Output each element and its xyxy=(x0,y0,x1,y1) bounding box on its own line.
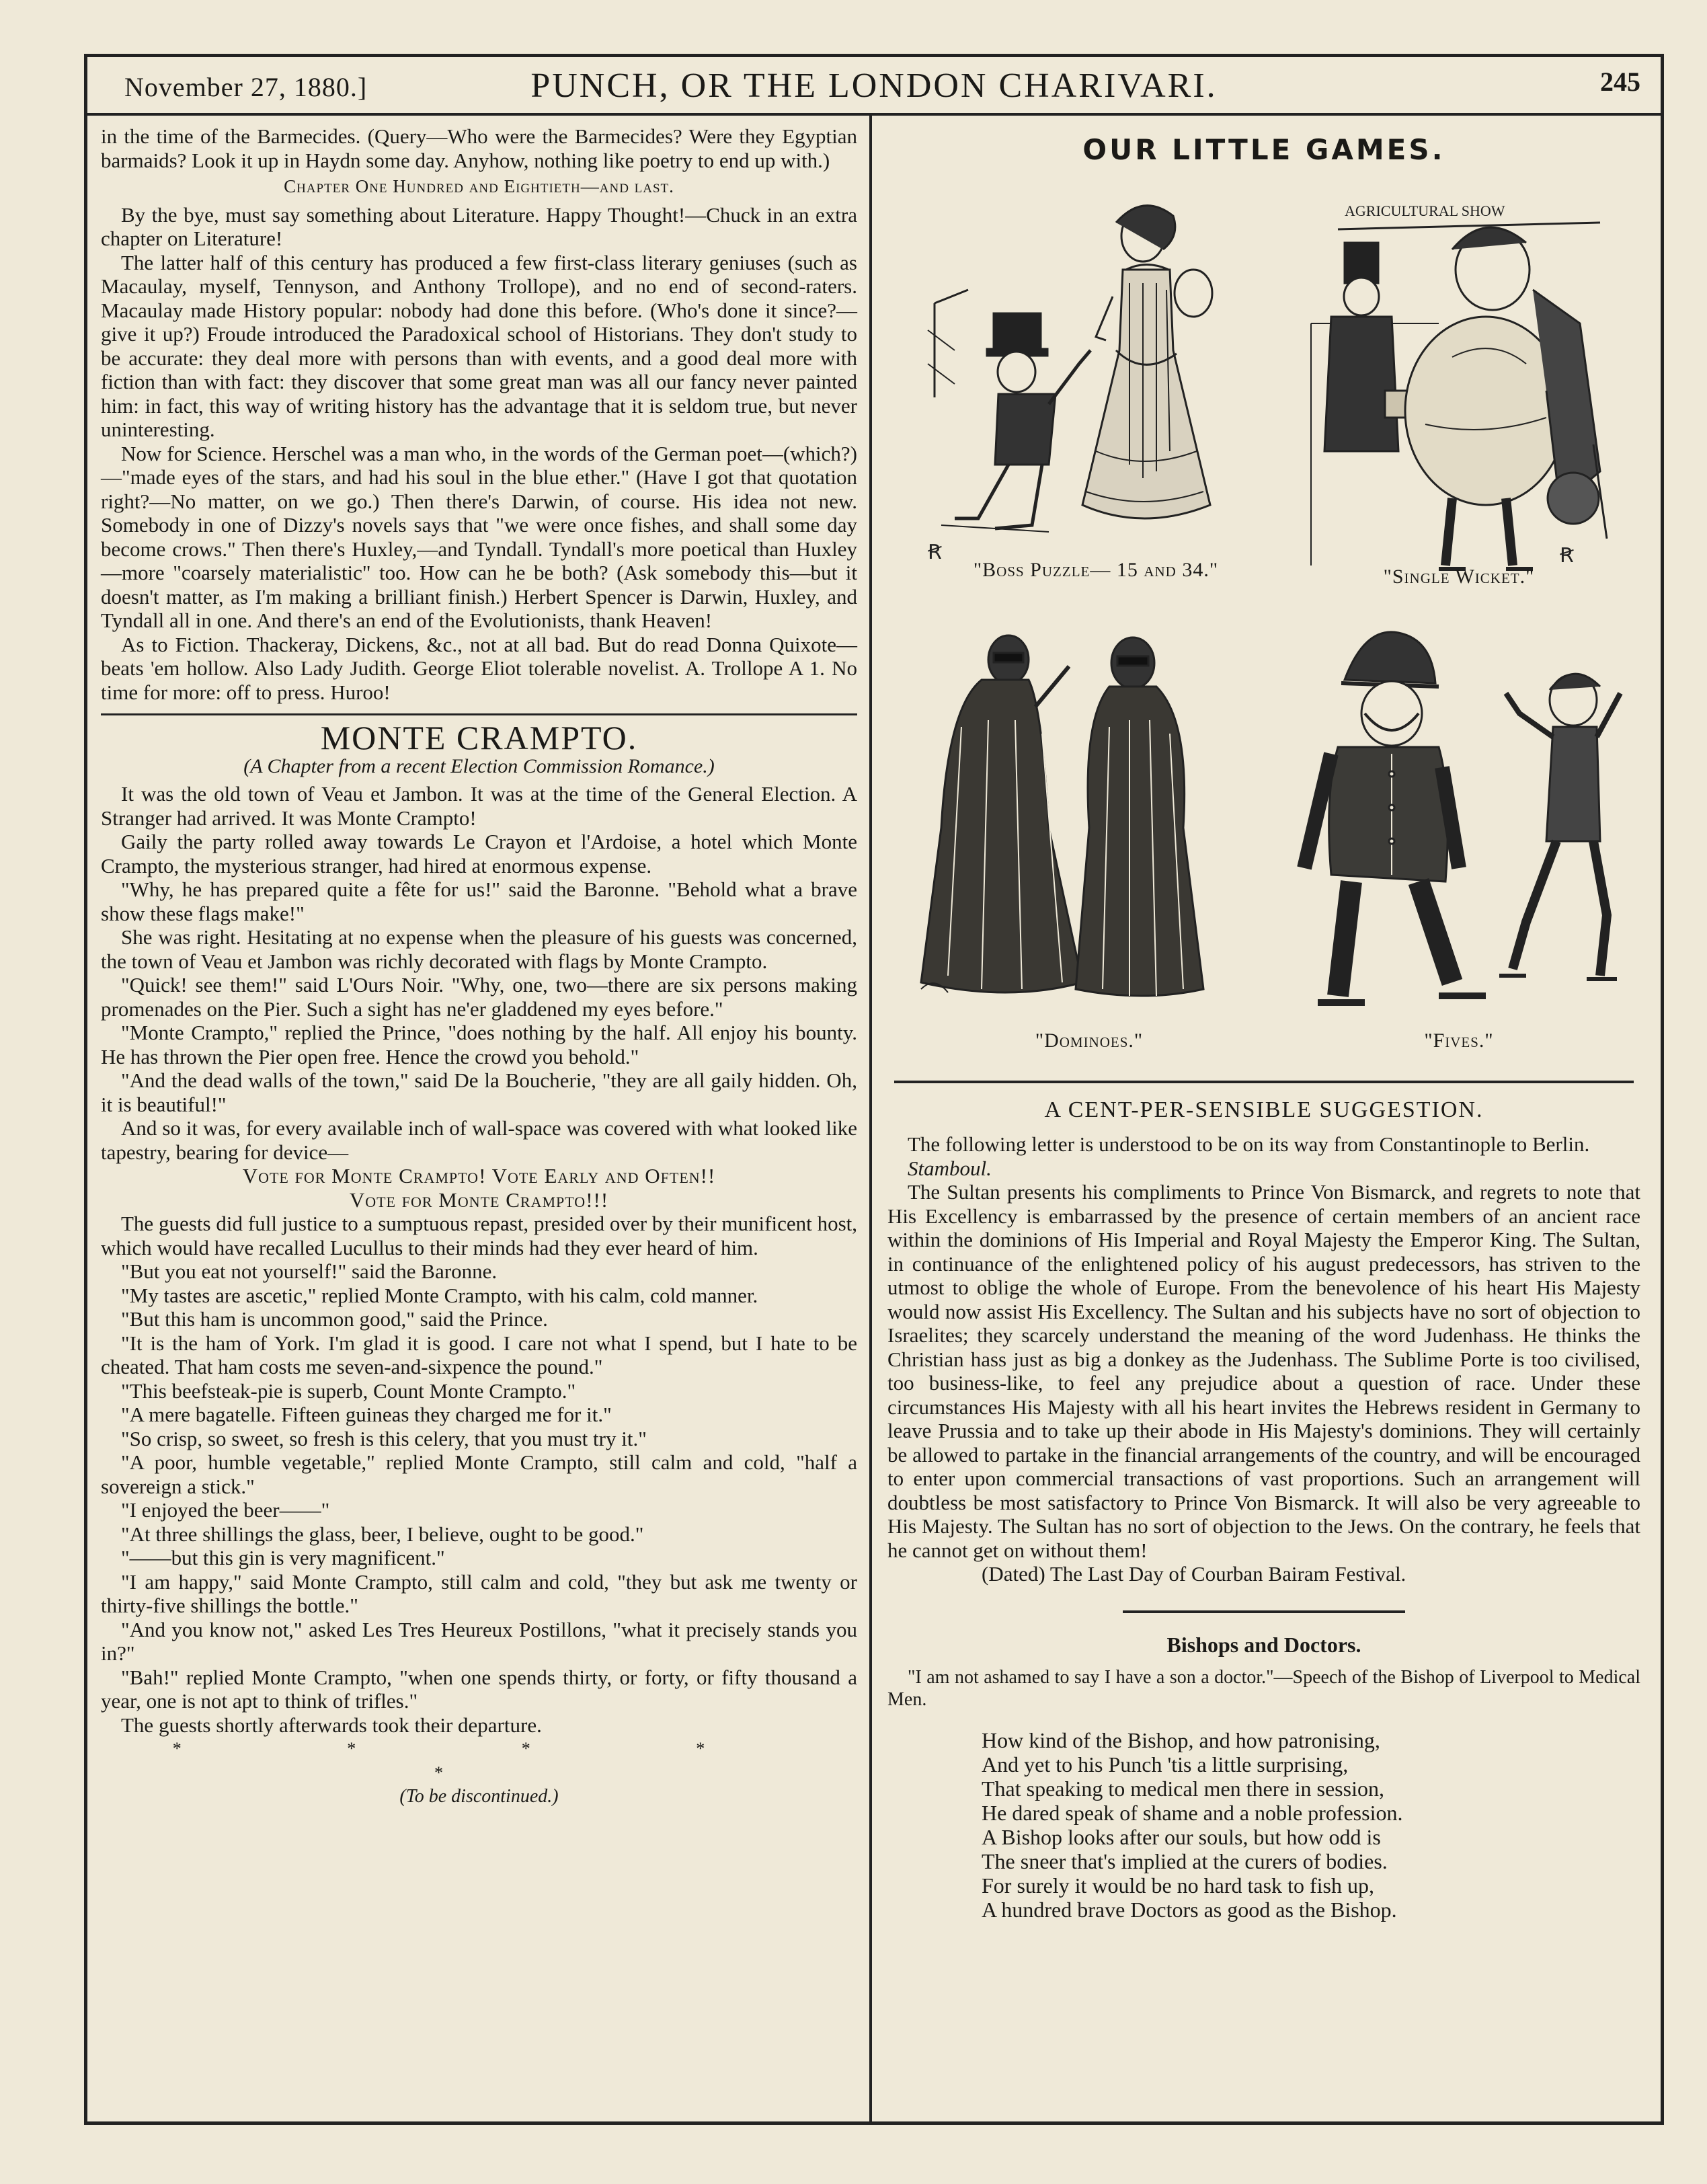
paragraph: By the bye, must say something about Literature. Happy Thought!—Chuck in an extra chapter on Literature! xyxy=(101,202,857,250)
paragraph: "Why, he has prepared quite a fête for us!" said the Baronne. "Behold what a brave show these flags make!" xyxy=(101,878,857,925)
right-column xyxy=(881,124,1647,1922)
paragraph: Gaily the party rolled away towards Le Crayon et l'Ardoise, a hotel which Monte Crampto, the mysterious stranger, had hired at enormous expense. xyxy=(101,830,857,878)
cartoon-caption: "Boss Puzzle— 15 and 34." xyxy=(973,558,1219,581)
epigraph: "I am not ashamed to say I have a son a doctor."—Speech of the Bishop of Liverpool to Medical Men. xyxy=(887,1667,1640,1710)
poem-line: How kind of the Bishop, and how patronising, xyxy=(982,1728,1380,1752)
paragraph: And so it was, for every available inch of wall-space was covered with what looked like tapestry, bearing for device— xyxy=(101,1116,857,1164)
paragraph: "Monte Crampto," replied the Prince, "does nothing by the half. All enjoy his bounty. He has thrown the Pier open free. Hence the crowd you behold." xyxy=(101,1021,857,1068)
poem-line: The sneer that's implied at the curers of bodies. xyxy=(982,1849,1388,1873)
slogan-line: Vote for Monte Crampto!!! xyxy=(349,1187,609,1212)
issue-date: November 27, 1880.] xyxy=(124,72,368,102)
paragraph: The Sultan presents his compliments to Prince Von Bismarck, and regrets to note that His Excellency is embarrassed by the presence of certain members of an ancient race within the dominions of His Imperial and Royal Majesty the Emperor King. The Sultan, in continuance of the enlightened policy of his august predecessors, has striven to the utmost to oblige the whole of Europe. From the benevolence of his heart His Majesty would now assist His Excellency. The Sultan and his subjects have no sort of objection to Israelites; they scarcely understand the meaning of the word Judenhass. He thinks the Christian hass just as big a donkey as the Judenhass. The Sublime Porte is too civilised, too business-like, to feel any prejudice about a question of race. Under these circumstances His Majesty with all his heart invites the Hebrews resident in Germany to leave Prussia and to take up their abode in His Majesty's dominions. They will certainly be allowed to partake in the financial arrangements of the country, and will be encouraged to enter upon commercial transactions of vast proportions. Such an arrangement will doubtless be most satisfactory to Prince Von Bismarck. It will also be very agreeable to His Majesty. The Sultan has no sort of objection to the Jews. On the contrary, he feels that he cannot get on without them! xyxy=(887,1180,1640,1562)
asterism: * * * * * xyxy=(172,1739,786,1783)
running-header xyxy=(87,59,1661,113)
dateline: (Dated) The Last Day of Courban Bairam Festival. xyxy=(982,1562,1406,1586)
article-subtitle: (A Chapter from a recent Election Commission Romance.) xyxy=(243,754,715,777)
header-rule xyxy=(87,113,1661,116)
paragraph: She was right. Hesitating at no expense when the pleasure of his guests was concerned, the town of Veau et Jambon was richly decorated with flags by Monte Crampto. xyxy=(101,925,857,973)
svg-text:Ꞧ: Ꞧ xyxy=(928,541,942,563)
paragraph: "It is the ham of York. I'm glad it is good. I care not what I spend, but I hate to be cheated. That ham costs me seven-and-sixpence the pound." xyxy=(101,1331,857,1378)
slogan-line: Vote for Monte Crampto! Vote Early and Often!! xyxy=(242,1164,716,1187)
paragraph: "And the dead walls of the town," said De la Boucherie, "they are all gaily hidden. Oh, it is beautiful!" xyxy=(101,1068,857,1116)
paragraph: The following letter is understood to be on its way from Constantinople to Berlin. xyxy=(908,1132,1590,1156)
cartoon-caption: "Dominoes." xyxy=(1035,1029,1144,1052)
paragraph: "But you eat not yourself!" said the Baronne. xyxy=(121,1259,498,1283)
poem-line: A Bishop looks after our souls, but how odd is xyxy=(982,1825,1381,1849)
paragraph: The guests did full justice to a sumptuous repast, presided over by their munificent host, which would have recalled Lucullus to their minds had they ever heard of him. xyxy=(101,1212,857,1259)
short-rule xyxy=(1123,1610,1405,1613)
paragraph: "Bah!" replied Monte Crampto, "when one spends thirty, or forty, or fifty thousand a year, one is not apt to think of trifles." xyxy=(101,1665,857,1713)
paragraph: It was the old town of Veau et Jambon. It was at the time of the General Election. A Stranger had arrived. It was Monte Crampto! xyxy=(101,782,857,830)
dominoes-illustration xyxy=(908,626,1271,1016)
section-rule xyxy=(101,713,857,715)
paragraph: As to Fiction. Thackeray, Dickens, &c., not at all bad. But do read Donna Quixote—beats 'em hollow. Also Lady Judith. George Eliot tolerable novelist. A. Trollope A 1. No time for more: off to press. Huroo! xyxy=(101,632,857,704)
paragraph: Now for Science. Herschel was a man who, in the words of the German poet—(which?)—"made eyes of the stars, and had his soul in the blue ether." (Have I got that quotation right?—No matter, on we go.) Then there's Darwin, of course. His idea not new. Somebody in one of Dizzy's novels says that "we were once fishes, and shall some day become crows." Then there's Huxley,—and Tyndall. Tyndall's more poetical than Huxley—more "coarsely materialistic" too. How can he be both? (Ask somebody this—but it doesn't matter, as I'm making a brilliant finish.) Herbert Spencer is Darwin, Huxley, and Tyndall all in one. And there's an end of the Evolutionists, thank Heaven! xyxy=(101,441,857,632)
section-rule xyxy=(894,1081,1634,1083)
paragraph: "——but this gin is very magnificent." xyxy=(121,1546,445,1569)
cartoon-panel xyxy=(881,162,1647,1077)
sign-text: AGRICULTURAL SHOW xyxy=(1345,202,1505,219)
paragraph: "But this ham is uncommon good," said the Prince. xyxy=(121,1307,548,1331)
paragraph: "Quick! see them!" said L'Ours Noir. "Why, one, two—there are six persons making promenades on the Pier. Such a sight has ne'er gladdened my eyes before." xyxy=(101,973,857,1021)
page-number: 245 xyxy=(1600,67,1640,97)
poem xyxy=(982,1728,1647,1922)
chapter-heading: Chapter One Hundred and Eightieth—and last. xyxy=(284,176,674,196)
poem-title: Bishops and Doctors. xyxy=(1166,1632,1361,1657)
cartoon-caption: "Single Wicket." xyxy=(1383,565,1535,588)
paragraph: "And you know not," asked Les Tres Heureux Postillons, "what it precisely stands you in?" xyxy=(101,1617,857,1665)
poem-line: A hundred brave Doctors as good as the Bishop. xyxy=(982,1898,1397,1922)
poem-line: He dared speak of shame and a noble profession. xyxy=(982,1801,1403,1825)
paragraph: in the time of the Barmecides. (Query—Who were the Barmecides? Were they Egyptian barmaids? Look it up in Haydn some day. Anyhow, nothing like poetry to end up with.) xyxy=(101,124,857,172)
single-wicket-illustration xyxy=(1291,189,1627,579)
paragraph: "This beefsteak-pie is superb, Count Monte Crampto." xyxy=(121,1378,576,1403)
paragraph: "My tastes are ascetic," replied Monte Crampto, with his calm, cold manner. xyxy=(121,1283,758,1307)
poem-line: That speaking to medical men there in session, xyxy=(982,1777,1384,1801)
paragraph: "At three shillings the glass, beer, I believe, ought to be good." xyxy=(121,1522,644,1546)
letter-signature: Stamboul. xyxy=(908,1156,992,1180)
paragraph: "So crisp, so sweet, so fresh is this celery, that you must try it." xyxy=(121,1426,647,1450)
paragraph: The guests shortly afterwards took their departure. xyxy=(121,1713,542,1737)
column-divider xyxy=(869,116,872,2123)
paragraph: "A poor, humble vegetable," replied Monte Crampto, still calm and cold, "half a sovereign a stick." xyxy=(101,1450,857,1498)
article-title: MONTE CRAMPTO. xyxy=(320,719,638,756)
svg-text:Ꞧ: Ꞧ xyxy=(1560,544,1574,567)
poem-line: And yet to his Punch 'tis a little surprising, xyxy=(982,1752,1349,1777)
article-title: A CENT-PER-SENSIBLE SUGGESTION. xyxy=(1044,1097,1484,1122)
boss-puzzle-illustration xyxy=(914,196,1264,572)
cartoon-heading: OUR LITTLE GAMES. xyxy=(1082,133,1445,166)
left-column xyxy=(101,124,857,1809)
poem-line: For surely it would be no hard task to fish up, xyxy=(982,1873,1374,1898)
paragraph: "I enjoyed the beer——" xyxy=(121,1498,330,1522)
publication-title: PUNCH, OR THE LONDON CHARIVARI. xyxy=(530,67,1218,105)
paragraph: "I am happy," said Monte Crampto, still calm and cold, "they but ask me twenty or thirty-five shillings the bottle." xyxy=(101,1569,857,1617)
continuation-note: (To be discontinued.) xyxy=(399,1786,559,1807)
fives-illustration xyxy=(1284,619,1634,1023)
cartoon-caption: "Fives." xyxy=(1424,1029,1494,1052)
paragraph: The latter half of this century has produced a few first-class literary geniuses (such as Macaulay, myself, Tennyson, and Anthony Trollope), and no end of second-raters. Macaulay made History popular: nobody had done this before. (Who's done it since?—give it up?) Froude introduced the Paradoxical school of Historians. They don't study to be accurate: they deal more with persons than with events, and a good deal more with fiction than with fact: they discover that some great man was all our fancy never painted him: in fact, this way of writing history has the advantage that it is seldom true, but never uninteresting. xyxy=(101,250,857,441)
paragraph: "A mere bagatelle. Fifteen guineas they charged me for it." xyxy=(121,1403,612,1426)
